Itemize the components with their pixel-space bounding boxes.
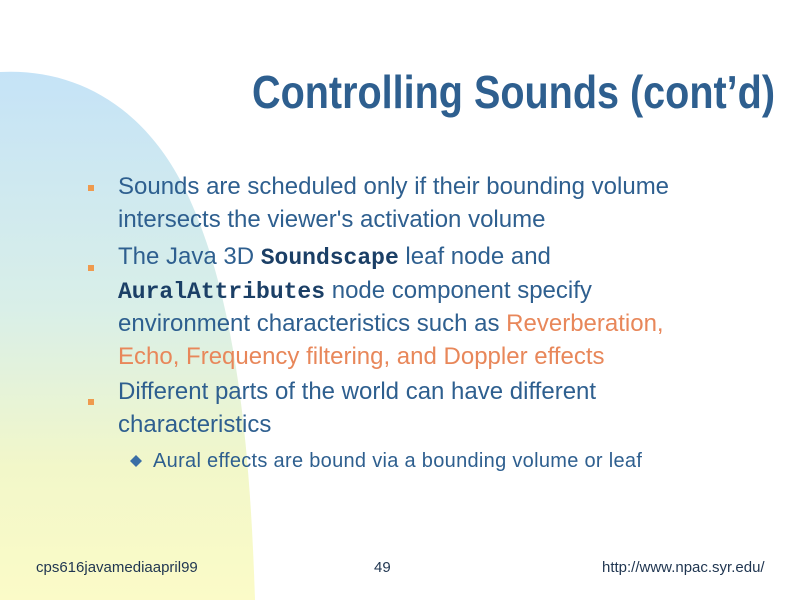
bullet-2-line-3 xyxy=(118,308,778,341)
bullet-1 xyxy=(118,171,778,236)
footer-left: cps616javamediaapril99 xyxy=(36,559,198,576)
slide-title: Controlling Sounds (cont’d) xyxy=(252,66,775,118)
accent-text: Echo, Frequency filtering, and Doppler effects xyxy=(118,342,605,370)
bullet-2-line-1 xyxy=(118,241,778,275)
bullet-2-text: node component specify xyxy=(325,276,592,304)
square-bullet-icon xyxy=(88,185,94,191)
soundscape-code: Soundscape xyxy=(260,245,399,271)
bullet-2-line-2 xyxy=(118,275,778,309)
page-number: 49 xyxy=(374,559,391,576)
bullet-2-text: The Java 3D xyxy=(118,243,261,270)
auralattributes-code: AuralAttributes xyxy=(118,278,326,305)
bullet-3 xyxy=(118,376,778,441)
bullet-2-text: environment characteristics such as xyxy=(118,310,507,337)
bullet-1-line-2: intersects the viewer's activation volume xyxy=(118,205,546,233)
bullet-2-text: leaf node and xyxy=(398,243,551,270)
square-bullet-icon xyxy=(88,265,94,271)
bullet-2 xyxy=(118,241,778,373)
bullet-3-line-1: Different parts of the world can have different xyxy=(118,378,597,405)
square-bullet-icon xyxy=(88,399,94,405)
bullet-2-line-4 xyxy=(118,341,778,374)
diamond-bullet-icon xyxy=(130,455,142,467)
bullet-3-line-2: characteristics xyxy=(118,410,272,438)
footer-url: http://www.npac.syr.edu/ xyxy=(602,559,765,576)
bullet-1-line-1: Sounds are scheduled only if their bounding volume xyxy=(118,173,670,200)
accent-text: Reverberation, xyxy=(506,310,664,337)
sub-bullet-text: Aural effects are bound via a bounding volume or leaf xyxy=(153,450,643,472)
